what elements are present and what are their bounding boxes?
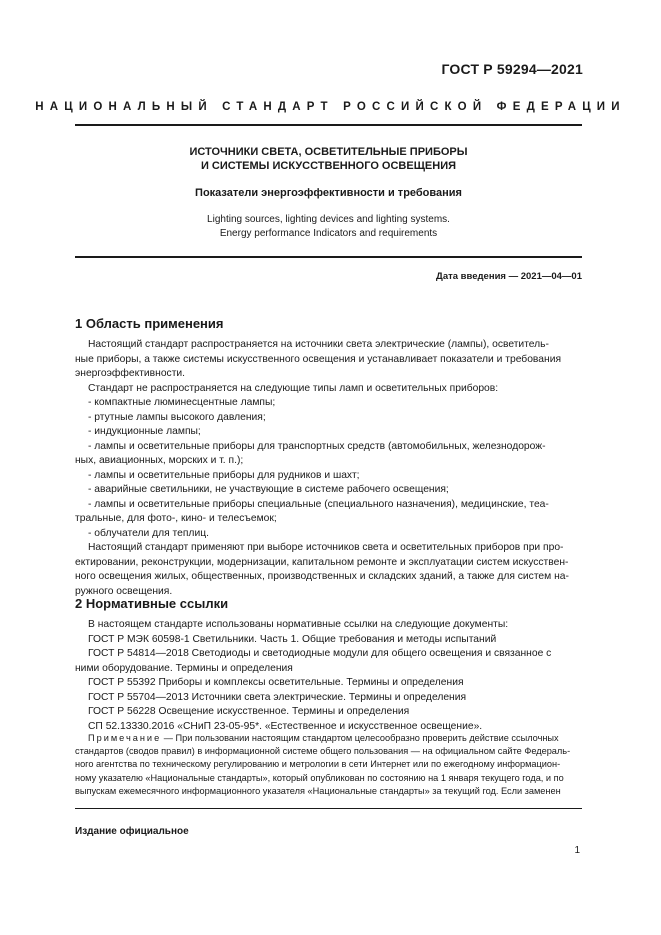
list-item: - облучатели для теплиц. bbox=[88, 527, 209, 539]
title-divider bbox=[75, 256, 582, 258]
list-item: - компактные люминесцентные лампы; bbox=[88, 397, 276, 408]
section-1-body bbox=[75, 338, 582, 599]
reference-item: ГОСТ Р 55704—2013 Источники света электрические. Термины и определения bbox=[88, 691, 467, 703]
note-line: стандартов (сводов правил) в информационной системе общего пользования — на официальном сайте Федераль- bbox=[75, 746, 571, 757]
reference-item: ГОСТ Р 56228 Освещение искусственное. Термины и определения bbox=[88, 706, 410, 717]
paragraph-line: ного освещения жилых, общественных, производственных и складских зданий, а также для систем на- bbox=[75, 571, 569, 582]
list-item: - лампы и осветительные приборы для рудников и шахт; bbox=[88, 469, 360, 481]
english-title-line1: Lighting sources, lighting devices and lighting systems. bbox=[207, 214, 450, 225]
header-divider bbox=[75, 124, 582, 126]
national-standard-heading: НАЦИОНАЛЬНЫЙ СТАНДАРТ РОССИЙСКОЙ ФЕДЕРАЦИИ bbox=[35, 101, 626, 113]
note-label: Примечание bbox=[88, 733, 162, 743]
list-item: - ртутные лампы высокого давления; bbox=[88, 411, 266, 423]
section-2-heading: 2 Нормативные ссылки bbox=[75, 596, 229, 611]
paragraph-line: ектировании, реконструкции, модернизации, капитальном ремонте и эксплуатации систем искусствен- bbox=[75, 556, 569, 568]
official-edition-label: Издание официальное bbox=[75, 826, 189, 837]
standard-number: ГОСТ Р 59294—2021 bbox=[441, 61, 583, 77]
list-item: - лампы и осветительные приборы для транспортных средств (автомобильных, железнодорож- bbox=[88, 440, 546, 452]
list-item: - индукционные лампы; bbox=[88, 426, 201, 437]
section-2-body bbox=[75, 618, 582, 734]
paragraph-line: Стандарт не распространяется на следующие типы ламп и осветительных приборов: bbox=[88, 382, 499, 394]
paragraph-line: Настоящий стандарт распространяется на источники света электрические (лампы), осветитель- bbox=[88, 339, 549, 350]
paragraph-line: ные приборы, а также системы искусственного освещения и устанавливает показатели и требования bbox=[75, 353, 562, 365]
paragraph-line: В настоящем стандарте использованы нормативные ссылки на следующие документы: bbox=[88, 619, 509, 630]
note-text: — При пользовании настоящим стандартом целесообразно проверить действие ссылочных bbox=[161, 733, 559, 743]
reference-item: СП 52.13330.2016 «СНиП 23-05-95*. «Естественное и искусственное освещение». bbox=[88, 720, 483, 732]
note-first-line bbox=[88, 732, 582, 745]
introduction-date: Дата введения — 2021—04—01 bbox=[436, 271, 582, 282]
reference-item: ГОСТ Р 54814—2018 Светодиоды и светодиодные модули для общего освещения и связанное с bbox=[88, 648, 552, 659]
reference-item: ГОСТ Р МЭК 60598-1 Светильники. Часть 1. Общие требования и методы испытаний bbox=[88, 633, 497, 645]
list-item-continuation: тральные, для фото-, кино- и телесъемок; bbox=[75, 513, 277, 524]
list-item: - лампы и осветительные приборы специальные (специального назначения), медицинские, теа- bbox=[88, 498, 549, 510]
note-block bbox=[75, 732, 582, 798]
reference-item-continuation: ними оборудование. Термины и определения bbox=[75, 662, 293, 674]
note-line: выпускам ежемесячного информационного указателя «Национальные стандарты» за текущий год. Если заменен bbox=[75, 785, 561, 796]
footer-divider bbox=[75, 808, 582, 809]
english-title-line2: Energy performance Indicators and requirements bbox=[219, 228, 438, 239]
list-item-continuation: ных, авиационных, морских и т. п.); bbox=[75, 455, 244, 466]
document-title-line2: И СИСТЕМЫ ИСКУССТВЕННОГО ОСВЕЩЕНИЯ bbox=[200, 160, 457, 172]
note-line: ному указателю «Национальные стандарты», который опубликован по состоянию на 1 января текущего года, и по bbox=[75, 772, 564, 783]
document-title-line1: ИСТОЧНИКИ СВЕТА, ОСВЕТИТЕЛЬНЫЕ ПРИБОРЫ bbox=[189, 146, 468, 158]
list-item: - аварийные светильники, не участвующие в системе рабочего освещения; bbox=[88, 484, 449, 495]
document-subtitle: Показатели энергоэффективности и требования bbox=[195, 187, 462, 199]
section-1-heading: 1 Область применения bbox=[75, 316, 224, 331]
paragraph-line: ружного освещения. bbox=[75, 585, 173, 597]
page-number: 1 bbox=[574, 845, 580, 856]
reference-item: ГОСТ Р 55392 Приборы и комплексы осветительные. Термины и определения bbox=[88, 677, 464, 688]
note-line: ного агентства по техническому регулированию и метрологии в сети Интернет или по ежегодному информацион- bbox=[75, 759, 561, 770]
paragraph-line: Настоящий стандарт применяют при выборе источников света и осветительных приборов при про- bbox=[88, 542, 564, 553]
paragraph-line: энергоэффективности. bbox=[75, 368, 186, 379]
